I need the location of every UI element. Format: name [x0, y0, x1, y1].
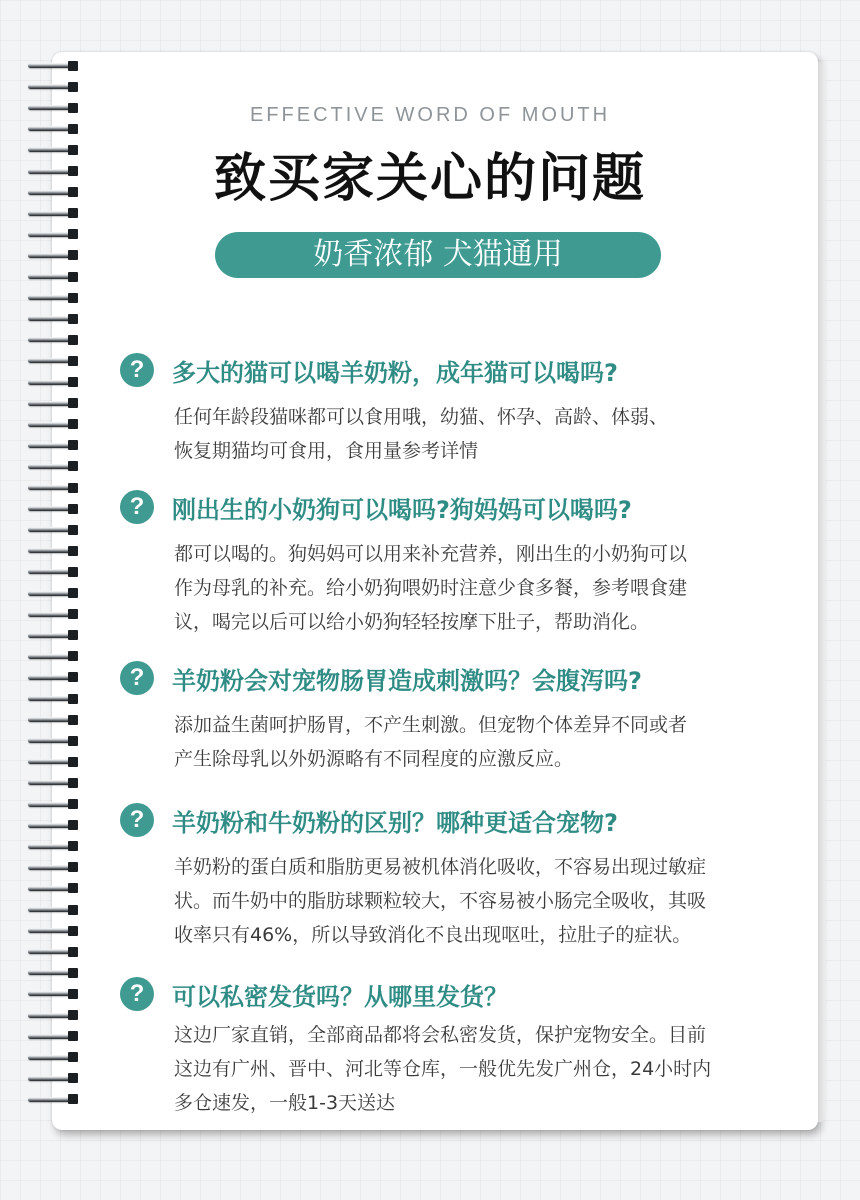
spiral-ring	[28, 1052, 82, 1063]
spiral-ring	[28, 904, 82, 915]
spiral-ring	[28, 440, 82, 451]
faq-question: 多大的猫可以喝羊奶粉，成年猫可以喝吗?	[172, 358, 618, 387]
answer-line: 羊奶粉的蛋白质和脂肪更易被机体消化吸收，不容易出现过敏症	[174, 856, 707, 878]
spiral-ring	[28, 588, 82, 599]
faq-item	[120, 352, 800, 468]
spiral-ring	[28, 1073, 82, 1084]
spiral-ring	[28, 1094, 82, 1105]
spiral-ring	[28, 524, 82, 535]
spiral-ring	[28, 609, 82, 620]
tagline-pill: 奶香浓郁 犬猫通用	[215, 232, 661, 278]
spiral-ring	[28, 292, 82, 303]
spiral-ring	[28, 651, 82, 662]
spiral-ring	[28, 503, 82, 514]
answer-line: 产生除母乳以外奶源略有不同程度的应激反应。	[174, 748, 574, 770]
faq-answer	[174, 850, 800, 952]
spiral-ring	[28, 313, 82, 324]
spiral-ring	[28, 545, 82, 556]
question-circle-icon: ?	[120, 661, 154, 695]
spiral-ring	[28, 820, 82, 831]
spiral-ring	[28, 377, 82, 388]
answer-line: 这边厂家直销，全部商品都将会私密发货，保护宠物安全。目前	[174, 1024, 707, 1046]
faq-answer	[174, 537, 800, 639]
spiral-ring	[28, 355, 82, 366]
spiral-ring	[28, 841, 82, 852]
question-circle-icon: ?	[120, 490, 154, 524]
faq-answer	[174, 400, 800, 468]
spiral-ring	[28, 988, 82, 999]
spiral-ring	[28, 334, 82, 345]
spiral-ring	[28, 398, 82, 409]
eyebrow-text: EFFECTIVE WORD OF MOUTH	[249, 104, 611, 126]
spiral-ring	[28, 862, 82, 873]
question-circle-icon: ?	[120, 803, 154, 837]
spiral-ring	[28, 229, 82, 240]
spiral-ring	[28, 799, 82, 810]
faq-question: 羊奶粉和牛奶粉的区别？哪种更适合宠物?	[172, 808, 618, 837]
answer-line: 议，喝完以后可以给小奶狗轻轻按摩下肚子，帮助消化。	[174, 611, 650, 633]
faq-answer	[174, 708, 800, 776]
answer-line: 收率只有46%，所以导致消化不良出现呕吐，拉肚子的症状。	[174, 924, 692, 946]
spiral-ring	[28, 1031, 82, 1042]
spiral-ring	[28, 925, 82, 936]
faq-item	[120, 489, 800, 639]
spiral-ring	[28, 756, 82, 767]
faq-item	[120, 660, 800, 776]
spiral-ring	[28, 419, 82, 430]
answer-line: 任何年龄段猫咪都可以食用哦，幼猫、怀孕、高龄、体弱、	[174, 406, 669, 428]
spiral-ring	[28, 735, 82, 746]
spiral-ring	[28, 1010, 82, 1021]
spiral-ring	[28, 693, 82, 704]
spiral-binding	[28, 60, 88, 1120]
spiral-ring	[28, 81, 82, 92]
question-circle-icon: ?	[120, 353, 154, 387]
faq-item	[120, 976, 800, 1120]
page-title: 致买家关心的问题	[213, 149, 646, 209]
faq-question: 羊奶粉会对宠物肠胃造成刺激吗？会腹泻吗?	[172, 666, 642, 695]
spiral-ring	[28, 271, 82, 282]
spiral-ring	[28, 566, 82, 577]
spiral-ring	[28, 714, 82, 725]
answer-line: 添加益生菌呵护肠胃，不产生刺激。但宠物个体差异不同或者	[174, 714, 688, 736]
spiral-ring	[28, 967, 82, 978]
question-circle-icon: ?	[120, 977, 154, 1011]
spiral-ring	[28, 777, 82, 788]
faq-question: 刚出生的小奶狗可以喝吗?狗妈妈可以喝吗?	[172, 495, 632, 524]
answer-line: 多仓速发，一般1-3天送达	[174, 1092, 396, 1114]
faq-question: 可以私密发货吗？从哪里发货？	[172, 982, 508, 1011]
faq-answer	[174, 1018, 800, 1120]
answer-line: 状。而牛奶中的脂肪球颗粒较大，不容易被小肠完全吸收，其吸	[174, 890, 707, 912]
answer-line: 这边有广州、晋中、河北等仓库，一般优先发广州仓，24小时内	[174, 1058, 712, 1080]
spiral-ring	[28, 482, 82, 493]
faq-item	[120, 802, 800, 952]
spiral-ring	[28, 461, 82, 472]
answer-line: 作为母乳的补充。给小奶狗喂奶时注意少食多餐，参考喂食建	[174, 577, 688, 599]
spiral-ring	[28, 250, 82, 261]
spiral-ring	[28, 60, 82, 71]
spiral-ring	[28, 672, 82, 683]
spiral-ring	[28, 883, 82, 894]
answer-line: 都可以喝的。狗妈妈可以用来补充营养，刚出生的小奶狗可以	[174, 543, 688, 565]
spiral-ring	[28, 946, 82, 957]
spiral-ring	[28, 630, 82, 641]
answer-line: 恢复期猫均可食用，食用量参考详情	[174, 440, 479, 462]
